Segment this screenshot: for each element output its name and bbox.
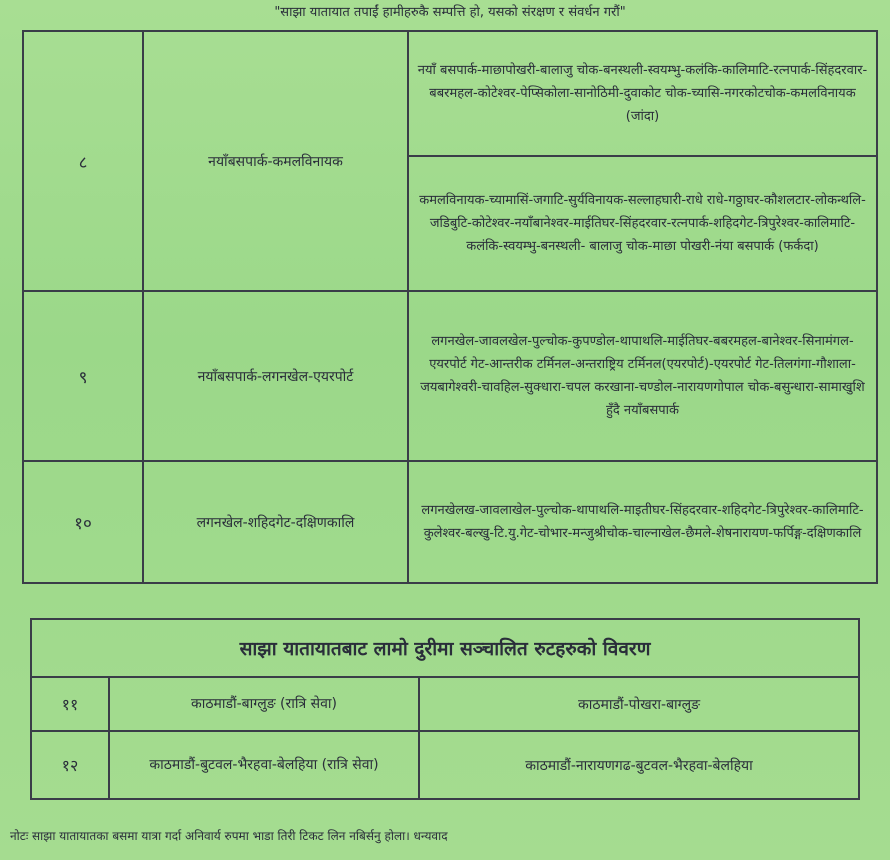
route-number: ११	[31, 677, 109, 731]
route-number: ९	[23, 291, 143, 461]
route-return-stops: कमलविनायक-च्यामासिं-जगाटि-सुर्यविनायक-सल्लाहघारी-राधे राधे-गठ्ठाघर-कौशलटार-लोकन्थलि-जडिबुटि-कोटेश्वर-नयाँबानेश्वर-माईतिघर-सिंहदरवार-रत्नपार्क-शहिदगेट-त्रिपुरेश्वर-कालिमाटि-कलंकि-स्वयम्भु-बनस्थली- बालाजु चोक-माछा पोखरी-नंया बसपार्क (फर्कदा)	[408, 156, 877, 291]
table-row	[23, 31, 877, 156]
route-name: नयाँबसपार्क-लगनखेल-एयरपोर्ट	[143, 291, 408, 461]
route-name: लगनखेल-शहिदगेट-दक्षिणकालि	[143, 461, 408, 583]
route-number: १२	[31, 731, 109, 799]
route-name: काठमाडौं-बाग्लुङ (रात्रि सेवा)	[109, 677, 419, 731]
route-via: काठमाडौं-पोखरा-बाग्लुङ	[419, 677, 859, 731]
table-row	[31, 677, 859, 731]
footer-note: नोटः साझा यातायातका बसमा यात्रा गर्दा अनिवार्य रुपमा भाडा तिरी टिकट लिन नबिर्सनु होला। धन्यवाद	[10, 829, 448, 843]
long-distance-routes-table	[30, 618, 860, 800]
section-heading: साझा यातायातबाट लामो दुरीमा सञ्चालित रुटहरुको विवरण	[31, 619, 859, 677]
route-number: ८	[23, 31, 143, 291]
table-row	[31, 731, 859, 799]
table-header-row	[31, 619, 859, 677]
route-stops: लगनखेलख-जावलाखेल-पुल्चोक-थापाथलि-माइतीघर-सिंहदरवार-शहिदगेट-त्रिपुरेश्वर-कालिमाटि-कुलेश्वर-बल्खु-टि.यु.गेट-चोभार-मन्जुश्रीचोक-चाल्नाखेल-छैमले-शेषनारायण-फर्पिङ्ग-दक्षिणकालि	[408, 461, 877, 583]
route-via: काठमाडौं-नारायणगढ-बुटवल-भैरहवा-बेलहिया	[419, 731, 859, 799]
slogan: "साझा यातायात तपाईं हामीहरुकै सम्पत्ति हो, यसको संरक्षण र संवर्धन गरौं"	[274, 5, 626, 20]
route-stops: लगनखेल-जावलखेल-पुल्चोक-कुपण्डोल-थापाथलि-माईतिघर-बबरमहल-बानेश्वर-सिनामंगल-एयरपोर्ट गेट-आन्तरीक टर्मिनल-अन्तराष्ट्रिय टर्मिनल(एयरपोर्ट)-एयरपोर्ट गेट-तिलगंगा-गौशाला-जयबागेश्वरी-चावहिल-सुक्धारा-चपल करखाना-चण्डोल-नारायणगोपाल चोक-बसुन्धारा-सामाखुशि हुँदै नयाँबसपार्क	[408, 291, 877, 461]
route-number: १०	[23, 461, 143, 583]
table-row	[23, 461, 877, 583]
route-name: काठमाडौं-बुटवल-भैरहवा-बेलहिया (रात्रि सेवा)	[109, 731, 419, 799]
city-routes-table	[22, 30, 878, 584]
route-going-stops: नयाँ बसपार्क-माछापोखरी-बालाजु चोक-बनस्थली-स्वयम्भु-कलंकि-कालिमाटि-रत्नपार्क-सिंहदरवार-बबरमहल-कोटेश्वर-पेप्सिकोला-सानोठिमी-दुवाकोट चोक-च्यासि-नगरकोटचोक-कमलविनायक (जांदा)	[408, 31, 877, 156]
table-row	[23, 291, 877, 461]
route-name: नयाँबसपार्क-कमलविनायक	[143, 31, 408, 291]
